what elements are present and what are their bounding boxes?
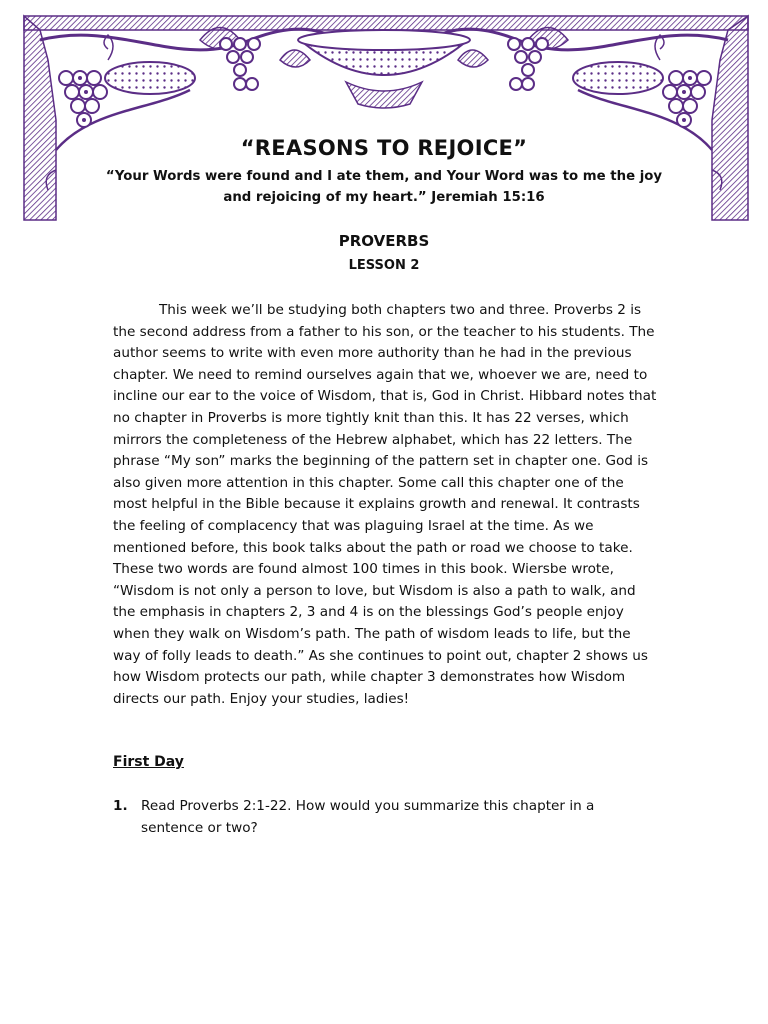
- question-item: [113, 796, 658, 839]
- question-number: 1.: [113, 798, 128, 814]
- section-heading: First Day: [113, 754, 184, 770]
- lesson-label: LESSON 2: [348, 258, 420, 273]
- intro-paragraph: This week we’ll be studying both chapters two and three. Proverbs 2 is the second address from a father to his son, or the teacher to his students. The author seems to write with even more authority than he had in the previous chapter. We need to remind ourselves again that we, whoever we are, need to incline our ear to the voice of Wisdom, that is, God in Christ. Hibbard notes that no chapter in Proverbs is more tightly knit than this. It has 22 verses, which mirrors the completeness of the Hebrew alphabet, which has 22 letters. The phrase “My son” marks the beginning of the pattern set in chapter one. God is also given more attention in this chapter. Some call this chapter one of the most helpful in the Bible because it explains growth and renewal. It contrasts the feeling of complacency that was plaguing Israel at the time. As we mentioned before, this book talks about the path or road we choose to take. These two words are found almost 100 times in this book. Wiersbe wrote, “Wisdom is not only a person to love, but Wisdom is also a path to walk, and the emphasis in chapters 2, 3 and 4 is on the blessings God’s people enjoy when they walk on Wisdom’s path. The path of wisdom leads to life, but the way of folly leads to death.” As she continues to point out, chapter 2 shows us how Wisdom protects our path, while chapter 3 demonstrates how Wisdom directs our path. Enjoy your studies, ladies!: [113, 302, 657, 707]
- scripture-quote: “Your Words were found and I ate them, and Your Word was to me the joy and rejoicing of my heart.” Jeremiah 15:16: [105, 169, 663, 205]
- book-title: PROVERBS: [338, 232, 430, 250]
- header: [100, 136, 668, 208]
- page-title: “REASONS TO REJOICE”: [240, 136, 528, 160]
- question-text: Read Proverbs 2:1-22. How would you summarize this chapter in a sentence or two?: [141, 798, 595, 836]
